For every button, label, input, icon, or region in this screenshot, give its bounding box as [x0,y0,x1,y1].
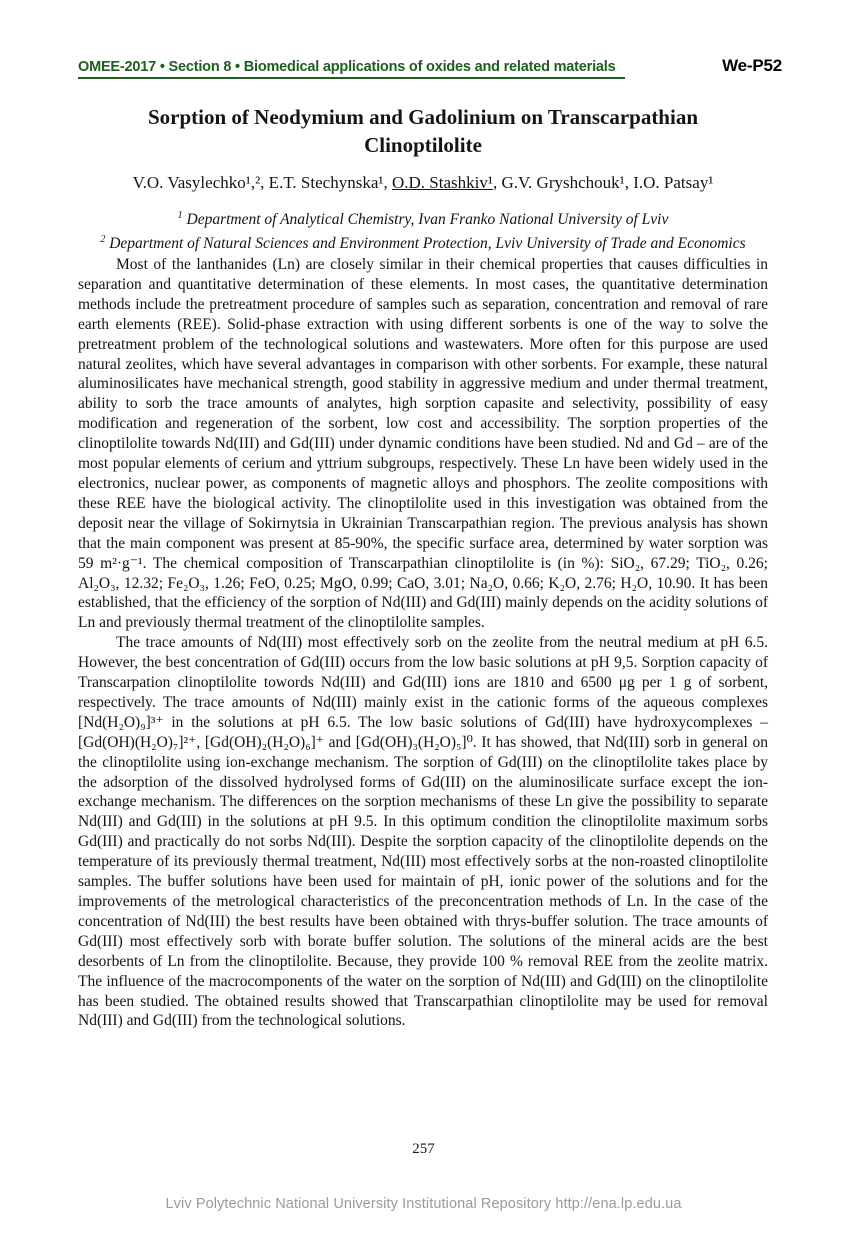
paper-code-label: We-P52 [722,56,782,75]
page-number: 257 [412,1141,435,1157]
affiliation-marker-2: 2 [100,234,106,246]
page-header [78,56,782,79]
affiliations-block [58,206,788,254]
title-block [78,103,768,159]
paper-title: Sorption of Neodymium and Gadolinium on Transcarpathian Clinoptilolite [148,105,698,157]
underlined-author: O.D. Stashkiv¹ [391,173,493,192]
affiliation-line-2 [58,230,788,254]
affiliation-text-2: Department of Natural Sciences and Environment Protection, Lviv University of Trade and Economics [109,235,746,253]
abstract-body [78,255,768,1031]
affiliation-marker-1: 1 [177,210,183,221]
affiliation-line-1 [58,206,788,230]
authors-segment-before: V.O. Vasylechko¹,², E.T. Stechynska¹, [132,173,392,192]
affiliation-text-1: Department of Analytical Chemistry, Ivan Franko National University of Lviv [186,211,669,229]
conference-session-label: OMEE-2017 • Section 8 • Biomedical applications of oxides and related materials [78,59,625,79]
abstract-paragraph-2: The trace amounts of Nd(III) most effectively sorb on the zeolite from the neutral medium at pH 6.5. However, the best concentration of Gd(III) occurs from the low basic solutions at pH 9,5. Sorption capacity of Transcarpation clinoptilolite towords Nd(III) and Gd(III) ions are 1810 and 6500 μg per 1 g of sorbent, respectively. The trace amounts of Nd(III) mainly exist in the cationic forms of the aqueous complexes [Nd(H₂O)₉]³⁺ in the solutions at pH 6.5. The low basic solutions of Gd(III) have hydroxycomplexes – [Gd(OH)(H₂O)₇]²⁺, [Gd(OH)₂(H₂O)₆]⁺ and [Gd(OH)₃(H₂O)₅]⁰. It has showed, that Nd(III) sorb in general on the clinoptilolite using ion-exchange mechanism. The sorption of Gd(III) on the clinoptilolite takes place by the adsorption of the dissolved hydrolysed forms of Gd(III) on the aluminosilicate surface except the ion-exchange mechanism. The differences on the sorption mechanisms of these Ln give the possibility to separate Nd(III) and Gd(III) in the solutions at pH 9.5. In this optimum condition the clinoptilolite maximum sorbs Gd(III) and practically do not sorbs Nd(III). Despite the sorption capacity of the clinoptilolite depends on the temperature of its previously thermal treatment, Nd(III) most effectively sorbs at the non-roasted clinoptilolite samples. The buffer solutions have been used for maintain of pH, ionic power of the solutions and for the improvements of the metrological characteristics of the preconcentration methods of Ln. In the case of the concentration of Nd(III) the best results have been obtained with thrys-buffer solution. The trace amounts of Gd(III) most effectively sorb with borate buffer solution. The solutions of the mineral acids are the best desorbents of Ln from the clinoptilolite. Because, they provide 100 % removal REE from the zeolite matrix. The influence of the macrocomponents of the water on the sorption of Nd(III) and Gd(III) on the clinoptilolite has been studied. The obtained results showed that Transcarpathian clinoptilolite may be used for removal Nd(III) and Gd(III) from the technological solutions. [78,634,768,1030]
repository-watermark: Lviv Polytechnic National University Institutional Repository http://ena.lp.edu.ua [165,1196,682,1212]
authors-segment-after: , G.V. Gryshchouk¹, I.O. Patsay¹ [492,173,714,192]
authors-line [78,173,768,193]
abstract-paragraph-1: Most of the lanthanides (Ln) are closely similar in their chemical properties that causes difficulties in separation and quantitative determination of these elements. In most cases, the quantitative determination methods include the pretreatment procedure of samples such as separation, concentration and removal of rare earth elements (REE). Solid-phase extraction with using different sorbents is one of the way to solve the pretreatment problem of the technological solutions and wastewaters. More often for this purpose are used natural zeolites, which have several advantages in comparison with other sorbents. For example, these natural aluminosilicates have mechanical strength, good stability in aggressive medium and under thermal treatment, ability to sorb the trace amounts of analytes, high sorption capasite and selectivity, possibility of easy modification and regeneration of the sorbent, low cost and accessibility. The sorption properties of the clinoptilolite towards Nd(III) and Gd(III) under dynamic conditions have been studied. Nd and Gd – are of the most popular elements of cerium and yttrium subgroups, respectively. These Ln have been widely used in the electronics, nuclear power, as components of magnetic alloys and phosphors. The zeolite compositions with these REE have the biological activity. The clinoptilolite used in this investigation was obtained from the deposit near the village of Sokirnytsia in Ukrainian Transcarpathian region. The previous analysis has shown that the main component was present at 85-90%, the specific surface area, determined by water sorption was 59 m²·g⁻¹. The chemical composition of Transcarpathian clinoptilolite is (in %): SiO₂, 67.29; TiO₂, 0.26; Al₂O₃, 12.32; Fe₂O₃, 1.26; FeO, 0.25; MgO, 0.99; CaO, 3.01; Na₂O, 0.66; K₂O, 2.76; H₂O, 10.90. It has been established, that the efficiency of the sorption of Nd(III) and Gd(III) mainly depends on the acidity solutions of Ln and previously thermal treatment of the clinoptilolite samples. [78,256,768,632]
